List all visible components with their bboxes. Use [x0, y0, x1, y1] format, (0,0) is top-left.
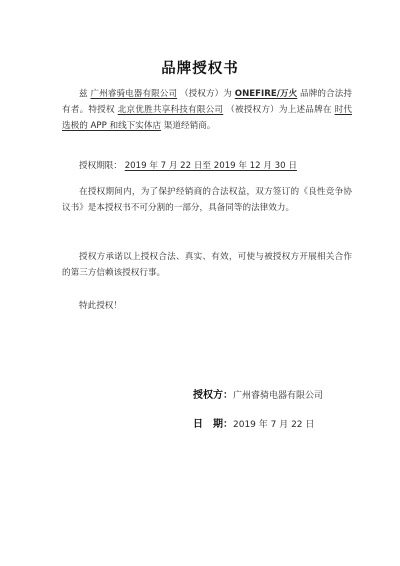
document-title: 品牌授权书: [161, 61, 239, 77]
brand-name: ONEFIRE/万火: [234, 89, 298, 99]
paragraph-authorization-statement: [62, 86, 352, 134]
paragraph-agreement-clause: 在授权期间内，为了保护经销商的合法权益，双方签订的《良性竞争协议书》是本授权书不可分割的一部分，具备同等的法律效力。: [62, 187, 352, 213]
paragraph-closing: 特此授权！: [79, 301, 122, 311]
signature-licensor-row: [193, 386, 323, 401]
date-label: 日 期：: [193, 419, 233, 430]
paragraph-licensor-commitment: 授权方承诺以上授权合法、真实、有效，可使与被授权方开展相关合作的第三方信赖该授权行事。: [62, 252, 352, 278]
licensee-name: 北京优胜共享科技有限公司: [117, 105, 224, 115]
sales-channel: 时代选极的 APP 和线下实体店: [62, 105, 352, 131]
period-value: 2019 年 7 月 22 日至 2019 年 12 月 30 日: [124, 161, 297, 171]
licensor-label: 授权方：: [193, 390, 233, 401]
paragraph-authorization-period: [62, 158, 352, 174]
licensor-name: 广州睿骑电器有限公司: [90, 89, 178, 99]
text-segment: （被授权方）为上述品牌在: [226, 105, 332, 115]
text-segment: 兹: [79, 89, 88, 99]
period-label: 授权期限：: [79, 161, 122, 171]
date-value: 2019 年 7 月 22 日: [233, 420, 315, 430]
text-segment: 渠道经销商。: [163, 121, 216, 131]
text-segment: （授权方）为: [179, 89, 232, 99]
licensor-signature-value: 广州睿骑电器有限公司: [233, 391, 324, 401]
signature-date-row: [193, 415, 314, 430]
text-segment: 品牌的合法持有者。特授权: [62, 89, 352, 115]
